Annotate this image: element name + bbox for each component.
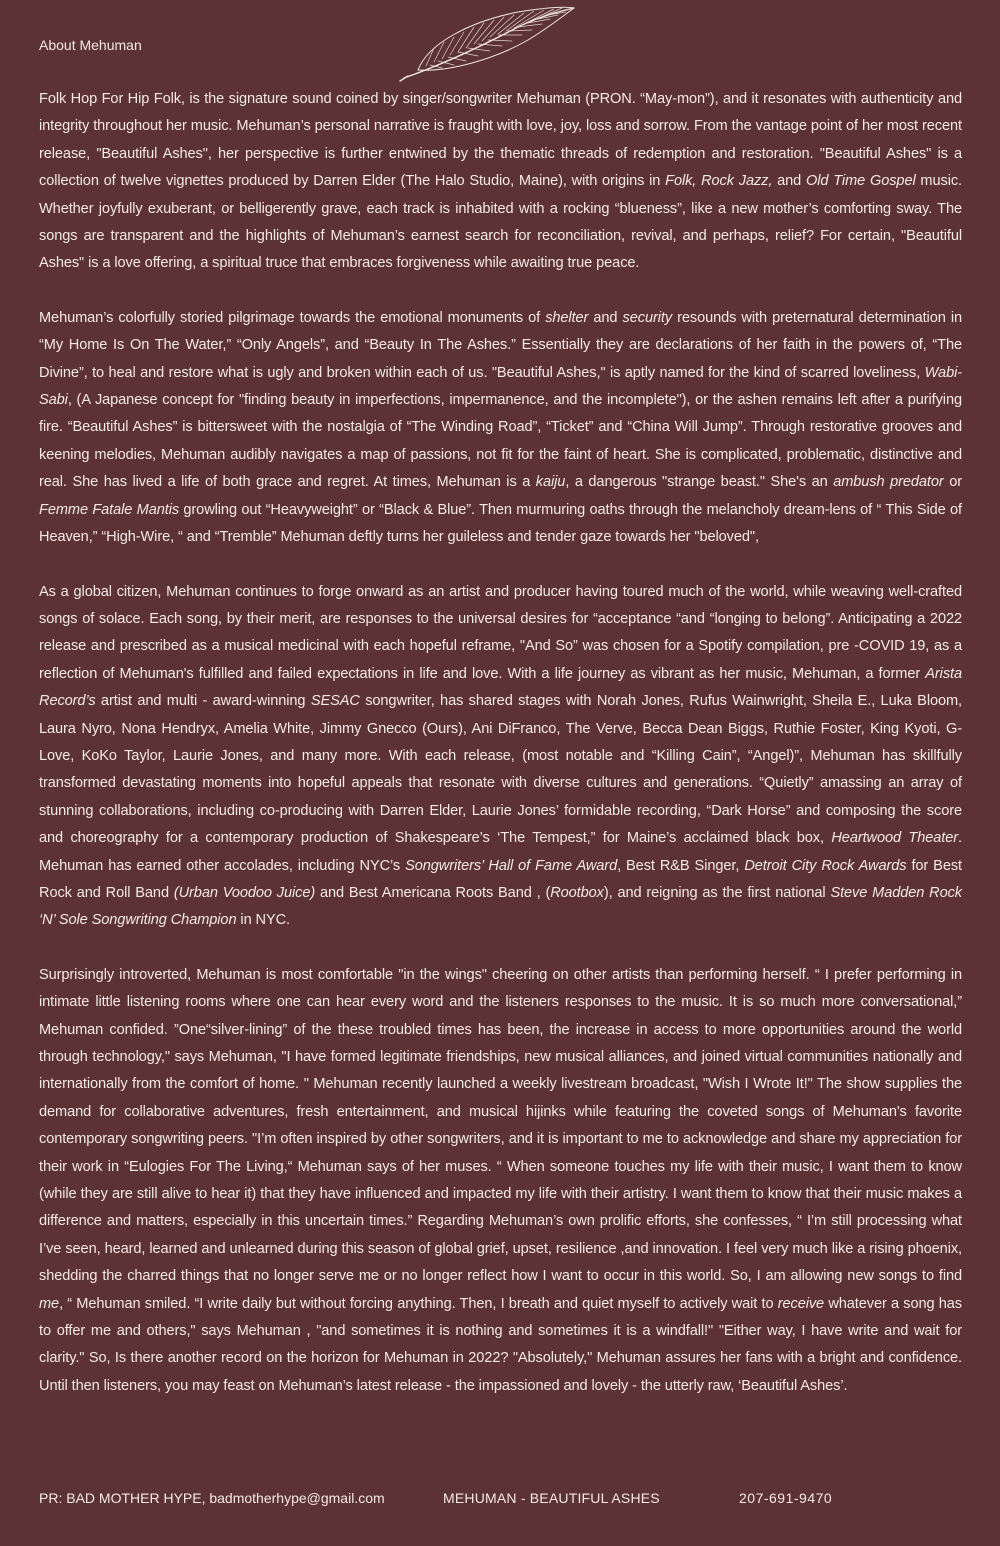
text-run: Surprisingly introverted, Mehuman is most comfortable "in the wings" cheering on other artists than performing herself. “ I prefer performing in intimate little listening rooms where one can hear every word and the listeners responses to the music. It is so much more conversational,” Mehuman confided. ”One“silver-lining” of the these troubled times has been, the increase in access to more opportunities around the world through technology," says Mehuman, "I have formed legitimate friendships, new musical alliances, and joined virtual communities nationally and internationally from the comfort of home. " Mehuman recently launched a weekly livestream broadcast, "Wish I Wrote It!" The show supplies the demand for collaborative adventures, fresh entertainment, and musical hijinks while featuring the coveted songs of Mehuman's favorite contemporary songwriting peers. "I’m often inspired by other songwriters, and it is important to me to acknowledge and share my appreciation for their work in “Eulogies For The Living,“ Mehuman says of her muses. “ When someone touches my life with their music, I want them to know (while they are still alive to hear it) that they have influenced and impacted my life with their artistry. I want them to know that their music makes a difference and matters, especially in this uncertain times.” Regarding Mehuman’s own prolific efforts, she confesses, “ I’m still processing what I’ve seen, heard, learned and unlearned during this season of global grief, upset, resilience ,and innovation. I feel very much like a rising phoenix, shedding the charred things that no longer serve me or no longer reflect how I want to occur in this world. So, I am allowing new songs to find (39, 966, 962, 1285)
italic-text: ambush predator (833, 474, 944, 491)
text-run: ), and reigning as the first national (603, 884, 831, 901)
italic-text: Wabi- Sabi (39, 364, 962, 409)
release-title: MEHUMAN - BEAUTIFUL ASHES (443, 1490, 660, 1506)
text-run: , Best R&B Singer, (617, 857, 745, 874)
body-paragraph (39, 86, 962, 278)
text-run: As a global citizen, Mehuman continues to forge onward as an artist and producer having toured much of the world, while weaving well-crafted songs of solace. Each song, by their merit, are responses to the universal desires for “acceptance “and “longing to belong”. Anticipating a 2022 release and prescribed as a musical medicinal with each hopeful reframe, "And So” was chosen for a Spotify compilation, pre -COVID 19, as a reflection of Mehuman's fulfilled and failed expectations in life and love. With a life journey as vibrant as her music, Mehuman, a former (39, 583, 962, 682)
contact-footer (39, 1490, 962, 1506)
body-paragraph (39, 305, 962, 552)
italic-text: Songwriters’ Hall of Fame Award (405, 857, 618, 874)
italic-text: Folk, Rock Jazz, (665, 173, 773, 190)
italic-text: SESAC (310, 693, 360, 710)
text-run: Mehuman’s colorfully storied pilgrimage towards the emotional monuments of (39, 309, 546, 326)
body-paragraph (39, 579, 962, 935)
text-run: songwriter, has shared stages with Norah Jones, Rufus Wainwright, Sheila E., Luka Bloom, Laura Nyro, Nona Hendryx, Amelia White, Jimmy Gnecco (Ours), Ani DiFranco, The Verve, Becca Dean Biggs, Ruthie Foster, King Kyoti, G-Love, KoKo Taylor, Laurie Jones, and many more. With each release, (most notable and “Killing Cain”, “Angel)”, Mehuman has skillfully transformed devastating moments into hopeful appeals that resonate with diverse cultures and generations. “Quietly” amassing an array of stunning collaborations, including co-producing with Darren Elder, Laurie Jones’ formidable recording, “Dark Horse” and composing the score and choreography for a contemporary production of Shakespeare’s ‘The Tempest,” for Maine’s acclaimed black box, (39, 693, 963, 847)
italic-text: Rootbox (550, 884, 604, 901)
italic-text: kaiju (535, 474, 566, 491)
text-run: in NYC. (236, 912, 291, 929)
italic-text: Detroit City Rock Awards (744, 857, 907, 874)
body-paragraph (39, 962, 962, 1401)
text-run: or (943, 474, 962, 491)
text-run: growling out “Heavyweight” or “Black & Blue”. Then murmuring oaths through the melancholy dream-lens of “ This Side of Heaven,” “High-Wire, “ and “Tremble” Mehuman deftly turns her guileless and tender gaze towards her "beloved", (39, 501, 963, 546)
text-run: for Best Rock and Roll Band (39, 857, 962, 901)
text-run: and (588, 309, 623, 326)
feather-icon (398, 4, 578, 82)
text-run: and (772, 173, 807, 190)
italic-text: Heartwood Theater (831, 830, 959, 847)
italic-text: Old Time Gospel (806, 173, 916, 190)
italic-text: Femme Fatale Mantis (39, 501, 180, 518)
italic-text: shelter (545, 309, 589, 326)
text-run: and Best Americana Roots Band , ( (315, 884, 551, 901)
italic-text: (Urban Voodoo Juice) (173, 884, 316, 901)
text-run: artist and multi - award-winning (95, 693, 311, 710)
article-body (39, 86, 962, 1427)
text-run: , a dangerous "strange beast." She's an (565, 474, 834, 491)
italic-text: security (622, 309, 673, 326)
italic-text: me (39, 1295, 60, 1312)
italic-text: receive (777, 1295, 825, 1312)
text-run: Folk Hop For Hip Folk, is the signature sound coined by singer/songwriter Mehuman (PRON. “May-mon”), and it resonates with authenticity and integrity throughout her music. Mehuman’s personal narrative is fraught with love, joy, loss and sorrow. From the vantage point of her most recent release, "Beautiful Ashes", her perspective is further entwined by the thematic threads of redemption and restoration. "Beautiful Ashes" is a collection of twelve vignettes produced by Darren Elder (The Halo Studio, Maine), with origins in (39, 91, 962, 190)
phone-number: 207-691-9470 (739, 1490, 833, 1506)
pr-contact: PR: BAD MOTHER HYPE, badmotherhype@gmail.com (39, 1490, 385, 1506)
text-run: . Mehuman has earned other accolades, including NYC’s (39, 830, 962, 874)
text-run: resounds with preternatural determination in “My Home Is On The Water,” “Only Angels”, and “Beauty In The Ashes.” Essentially they are declarations of her faith in the powers of, “The Divine”, to heal and restore what is ugly and broken within each of us. "Beautiful Ashes," is aptly named for the kind of scarred loveliness, (39, 309, 962, 381)
text-run: , “ Mehuman smiled. “I write daily but without forcing anything. Then, I breath and quiet myself to actively wait to (59, 1295, 778, 1312)
italic-text: Arista Record’s (39, 665, 962, 710)
italic-text: Steve Madden Rock ‘N’ Sole Songwriting Champion (39, 884, 963, 929)
text-run: music. Whether joyfully exuberant, or belligerently grave, each track is inhabited with a rocking “blueness”, like a new mother’s comforting sway. The songs are transparent and the highlights of Mehuman’s earnest search for reconciliation, revival, and perhaps, relief? For certain, "Beautiful Ashes" is a love offering, a spiritual truce that embraces forgiveness while awaiting true peace. (39, 173, 962, 272)
text-run: , (A Japanese concept for "finding beauty in imperfections, impermanence, and the incomplete"), or the ashen remains left after a purifying fire. “Beautiful Ashes” is bittersweet with the nostalgia of “The Winding Road”, “Ticket” and “China Will Jump”. Through restorative grooves and keening melodies, Mehuman audibly navigates a map of passions, not fit for the faint of heart. She is complicated, problematic, distinctive and real. She has lived a life of both grace and regret. At times, Mehuman is a (39, 392, 962, 491)
text-run: whatever a song has to offer me and others," says Mehuman , "and sometimes it is nothing and sometimes it is a windfall!" "Either way, I have write and wait for clarity." So, Is there another record on the horizon for Mehuman in 2022? "Absolutely," Mehuman assures her fans with a bright and confidence. Until then listeners, you may feast on Mehuman’s latest release - the impassioned and lovely - the utterly raw, ‘Beautiful Ashes’. (39, 1295, 962, 1394)
page-title: About Mehuman (39, 37, 142, 53)
